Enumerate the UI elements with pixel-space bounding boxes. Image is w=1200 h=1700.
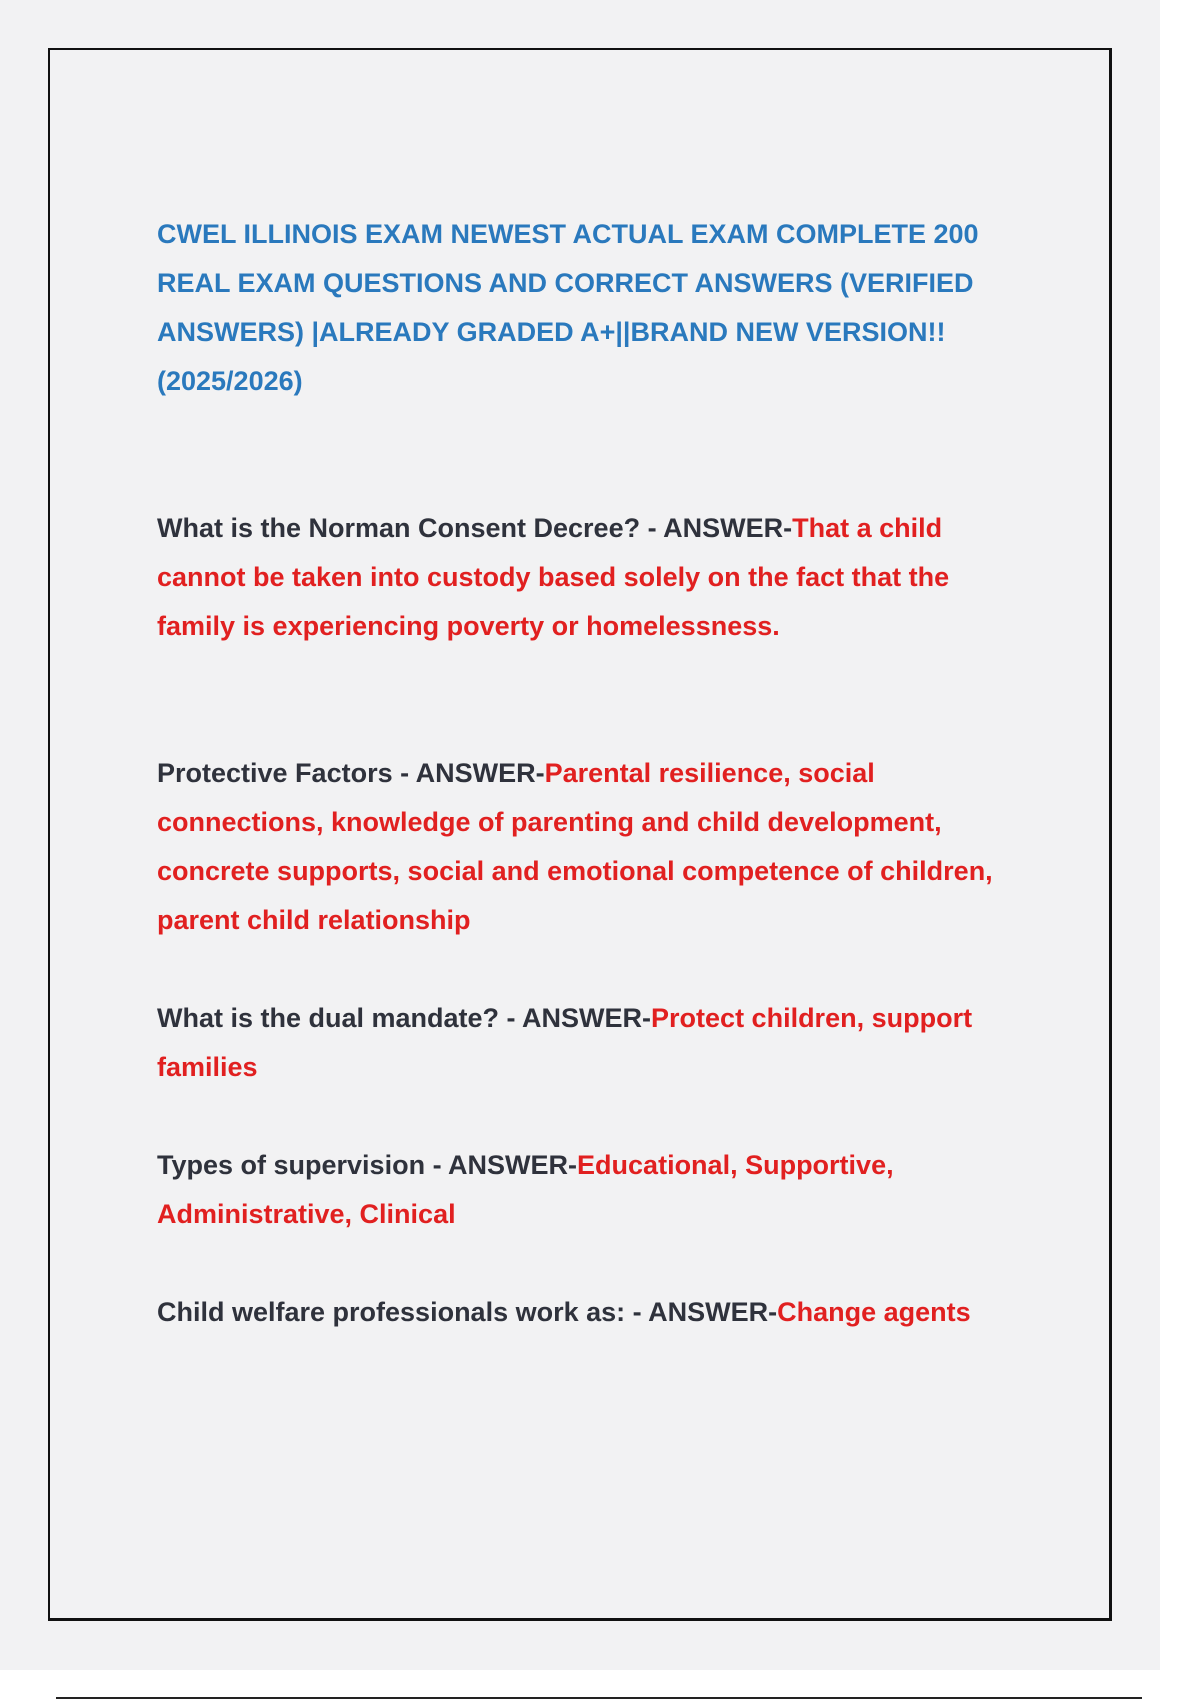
answer-separator: - ANSWER- xyxy=(640,513,793,543)
document-title: CWEL ILLINOIS EXAM NEWEST ACTUAL EXAM COMPLETE 200 REAL EXAM QUESTIONS AND CORRECT ANSWERS (VERIFIED ANSWERS) |ALREADY GRADED A+||BRAND NEW VERSION!!(2025/2026) xyxy=(157,219,979,396)
page-content xyxy=(157,210,1017,1337)
qa-item xyxy=(157,749,1017,945)
question-text: What is the Norman Consent Decree? xyxy=(157,513,641,543)
answer-separator: - ANSWER- xyxy=(392,758,545,788)
answer-separator: - ANSWER- xyxy=(625,1297,778,1327)
qa-item xyxy=(157,504,1017,651)
answer-separator: - ANSWER- xyxy=(499,1003,652,1033)
answer-text: Parental resilience, social connections, knowledge of parenting and child development, concrete supports, social and emotional competence of children, parent child relationship xyxy=(157,758,993,935)
question-text: Protective Factors xyxy=(157,758,393,788)
qa-item xyxy=(157,1141,1017,1239)
question-text: Child welfare professionals work as: xyxy=(157,1297,626,1327)
answer-text: Change agents xyxy=(777,1297,971,1327)
next-page-top-edge xyxy=(56,1697,1142,1699)
answer-text: Educational, Supportive, Administrative, Clinical xyxy=(157,1150,894,1229)
answer-text: Protect children, support families xyxy=(157,1003,973,1082)
answer-separator: - ANSWER- xyxy=(425,1150,578,1180)
question-text: What is the dual mandate? xyxy=(157,1003,500,1033)
answer-text: That a child cannot be taken into custody based solely on the fact that the family is experiencing poverty or homelessness. xyxy=(157,513,950,641)
qa-item xyxy=(157,994,1017,1092)
question-text: Types of supervision xyxy=(157,1150,426,1180)
qa-item xyxy=(157,1288,1017,1337)
